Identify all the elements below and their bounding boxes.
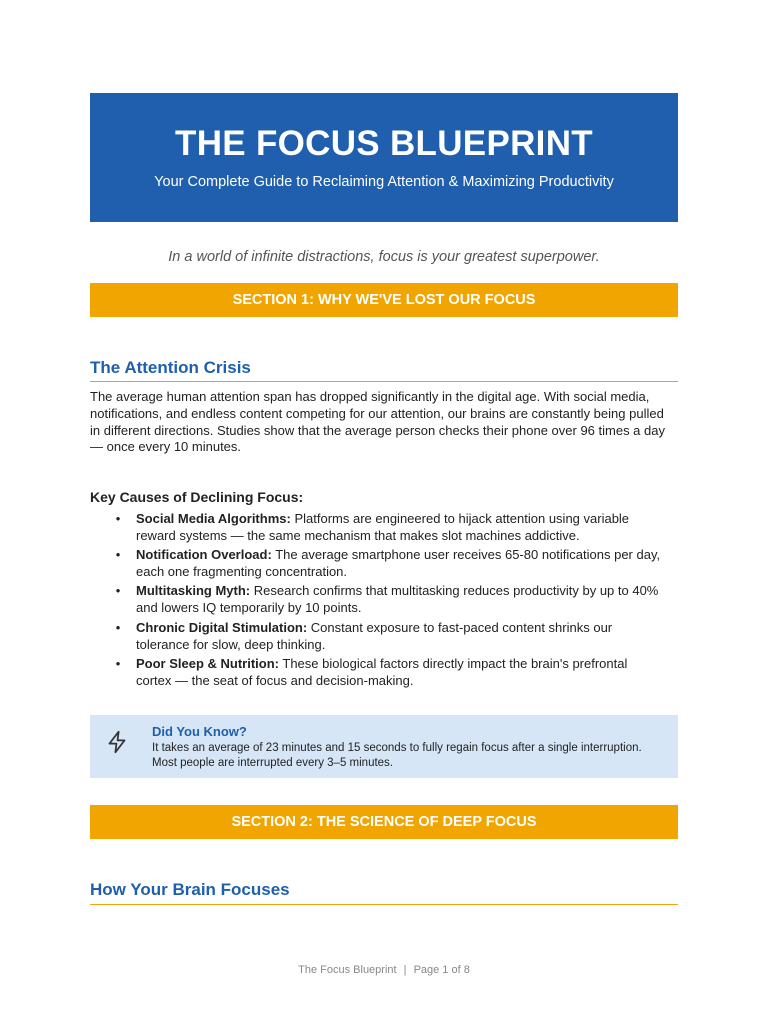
footer-doc-title: The Focus Blueprint xyxy=(298,964,397,976)
bullet: • xyxy=(115,583,121,598)
bullet: • xyxy=(115,656,121,671)
list-item-text: Constant exposure to fast-paced content shrinks our tolerance for slow, deep thinking. xyxy=(136,620,613,652)
heading-rule xyxy=(90,904,678,905)
title-banner xyxy=(90,93,678,222)
heading-brain-focuses: How Your Brain Focuses xyxy=(90,880,290,899)
body-paragraph: The average human attention span has dropped significantly in the digital age. With social media, notifications, and endless content competing for our attention, our brains are constantly being pulled in different directions. Studies show that the average person checks their phone over 96 times a day — once every 10 minutes. xyxy=(90,389,665,455)
list-item-term: Chronic Digital Stimulation: xyxy=(136,620,308,635)
callout-title: Did You Know? xyxy=(152,724,247,739)
heading-attention-crisis: The Attention Crisis xyxy=(90,358,251,377)
document-title: THE FOCUS BLUEPRINT xyxy=(175,124,593,163)
list-item-text: The average smartphone user receives 65-80 notifications per day, each one fragmenting concentration. xyxy=(136,547,661,579)
list-item-term: Notification Overload: xyxy=(136,547,272,562)
list-item-text: Platforms are engineered to hijack attention using variable reward systems — the same mechanism that makes slot machines addictive. xyxy=(136,511,630,543)
heading-rule xyxy=(90,381,678,382)
bullet: • xyxy=(115,620,121,635)
document-subtitle: Your Complete Guide to Reclaiming Attention & Maximizing Productivity xyxy=(154,174,614,190)
causes-subheading: Key Causes of Declining Focus: xyxy=(90,489,304,505)
tagline: In a world of infinite distractions, focus is your greatest superpower. xyxy=(168,249,600,265)
list-item-text: These biological factors directly impact the brain's prefrontal cortex — the seat of focus and decision-making. xyxy=(136,656,628,688)
callout-text: It takes an average of 23 minutes and 15 seconds to fully regain focus after a single interruption. Most people are interrupted every 3–5 minutes. xyxy=(152,742,642,769)
lightning-icon xyxy=(104,729,130,755)
section-1-header: SECTION 1: WHY WE'VE LOST OUR FOCUS xyxy=(90,283,678,317)
list-item-term: Poor Sleep & Nutrition: xyxy=(136,656,279,671)
list-item-term: Social Media Algorithms: xyxy=(136,511,291,526)
bullet: • xyxy=(115,511,121,526)
section-2-header: SECTION 2: THE SCIENCE OF DEEP FOCUS xyxy=(90,805,678,839)
list-item-term: Multitasking Myth: xyxy=(136,583,251,598)
list-item-text: Research confirms that multitasking reduces productivity by up to 40% and lowers IQ temporarily by 10 points. xyxy=(136,583,659,615)
footer-page-number: Page 1 of 8 xyxy=(413,964,470,976)
footer-separator: | xyxy=(403,964,407,976)
did-you-know-callout xyxy=(90,715,678,778)
bullet: • xyxy=(115,547,121,562)
page-footer xyxy=(90,963,678,977)
